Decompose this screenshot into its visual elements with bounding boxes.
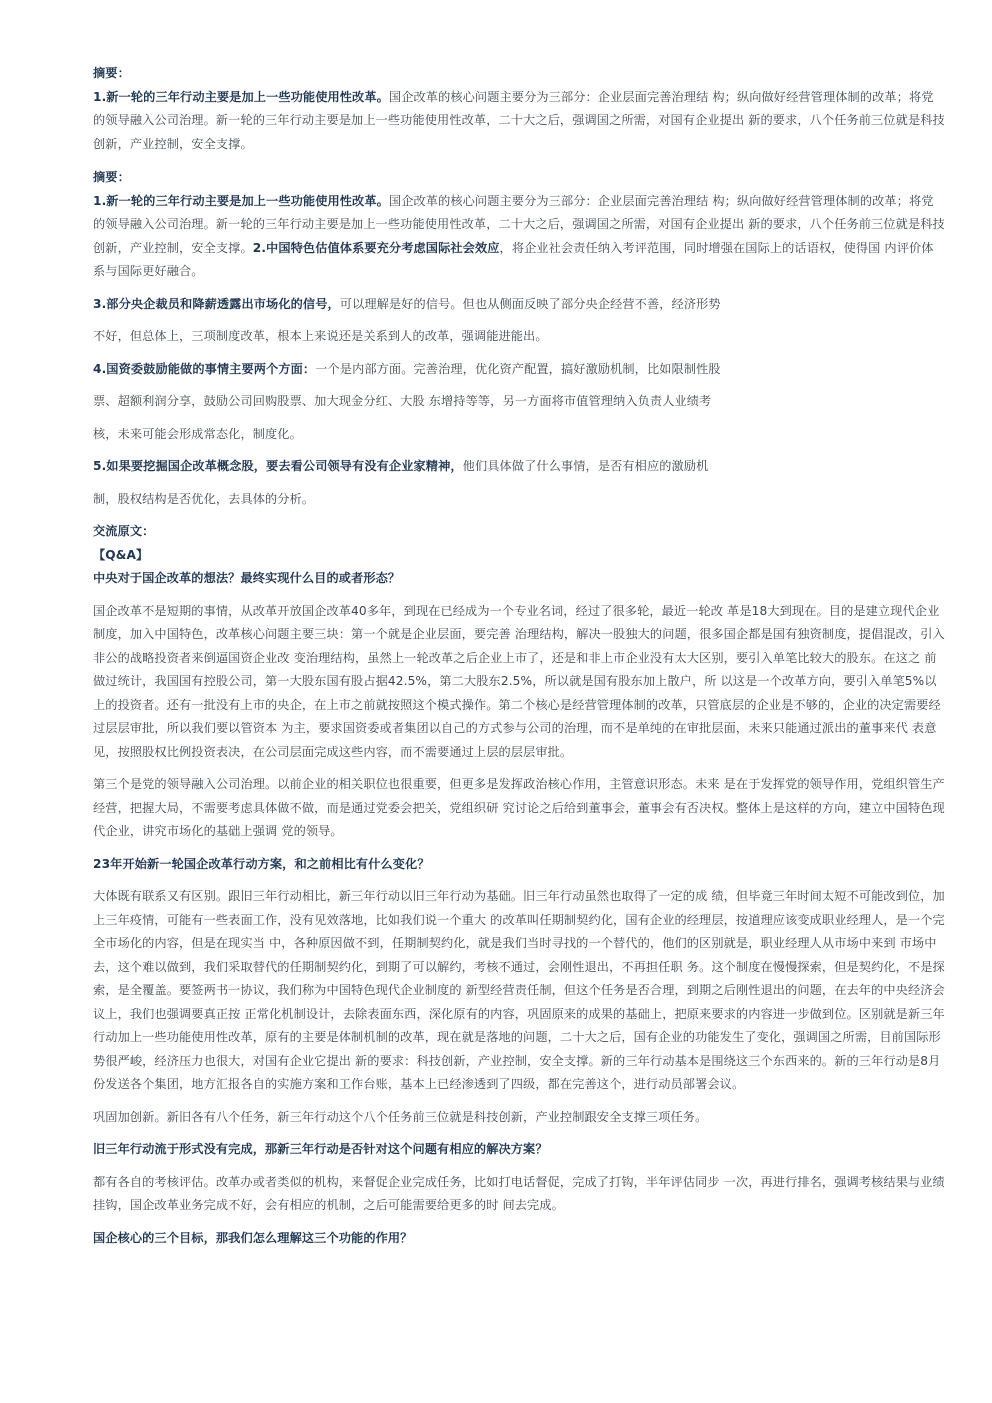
summary-point-4-cont: 票、超额利润分享，鼓励公司回购股票、加大现金分红、大股 东增持等等，另一方面将市值管理纳入负责人业绩考 [93, 394, 712, 408]
summary-point-4-cont: 核，未来可能会形成常态化，制度化。 [93, 426, 302, 441]
summary-section-1 [93, 62, 945, 156]
answer-paragraph: 大体既有联系又有区别。跟旧三年行动相比，新三年行动以旧三年行动为基础。旧三年行动虽然也取得了一定的成 绩，但毕竟三年时间太短不可能改到位，加上三年疫情，可能有一些表面工作，没有见效落地，比如我们说一个重大 的改革叫任期制契约化，国有企业的经理层，按道理应该变成职业经理人，是一个完全市场化的内容，但是在现实当 中，各种原因做不到，任期制契约化，就是我们当时寻找的一个替代的，他们的区别就是，职业经理人从市场中来到 市场中去，这个难以做到，我们采取替代的任期制契约化，到期了可以解约，考核不通过，会刚性退出，不再担任职 务。这个制度在慢慢探索，但是契约化，不是探索，是全覆盖。要签两书一协议，我们称为中国特色现代企业制度的 新型经营责任制，但这个任务是否合理，到期之后刚性退出的问题，在去年的中央经济会议上，我们也强调要真正按 正常化机制设计，去除表面东西，深化原有的内容，巩固原来的成果的基础上，把原来要求的内容进一步做到位。区别就是新三年行动加上一些功能使用性改革，原有的主要是体制机制的改革，现在就是落地的问题，二十大之后，国有企业的功能发生了变化，强调国之所需，目前国际形势很严峻，经济压力也很大，对国有企业它提出 新的要求：科技创新，产业控制，安全支撑。新的三年行动基本是围绕这三个东西来的。新的三年行动是8月份发送各个集团，地方汇报各自的实施方案和工作台账，基本上已经渗透到了四级，都在完善这个，进行动员部署会议。 [93, 889, 945, 1091]
summary-point-1 [93, 86, 945, 157]
point-text: ，将企业社会责任纳入考评范围，同时增强在国际上的话语权，使得国 内评价体系与国际更好融合。 [93, 240, 934, 278]
point-title: 3.部分央企裁员和降薪透露出市场化的信号， [93, 296, 340, 311]
summary-heading: 摘要： [93, 170, 130, 184]
question: 中央对于国企改革的想法？最终实现什么目的或者形态？ [93, 571, 401, 585]
point-text: 国企改革的核心问题主要分为三部分：企业层面完善治理结 构；纵向做好经营管理体制的改革；将党的领导融入公司治理。新一轮的三年行动主要是加上一些功能使用性改革，二十大之后，强调国之所需，对国有企业提出 新的要求，八个任务前三位就是科技创新，产业控制，安全支撑。 [93, 193, 945, 255]
answer-paragraph: 都有各自的考核评估。改革办或者类似的机构，来督促企业完成任务，比如打电话督促，完成了打钩，半年评估同步 一次，再进行排名，强调考核结果与业绩挂钩，国企改革业务完成不好，会有相应的机制，之后可能需要给更多的时 间去完成。 [93, 1174, 945, 1212]
point-title: 5.如果要挖掘国企改革概念股，要去看公司领导有没有企业家精神， [93, 459, 463, 473]
summary-point-3-cont: 不好，但总体上，三项制度改革，根本上来说还是关系到人的改革，强调能进能出。 [93, 329, 548, 343]
answer-paragraph: 第三个是党的领导融入公司治理。以前企业的相关职位也很重要，但更多是发挥政治核心作用，主管意识形态。未来 是在于发挥党的领导作用，党组织管生产经营，把握大局，不需要考虑具体做不做，而是通过党委会把关，党组织研 究讨论之后给到董事会，董事会有否决权。整体上是这样的方向，建立中国特色现代企业，讲究市场化的基础上强调 党的领导。 [93, 777, 945, 838]
summary-point-3: 3.部分央企裁员和降薪透露出市场化的信号，可以理解是好的信号。但也从侧面反映了部分央企经营不善，经济形势 [93, 296, 721, 311]
summary-point-5-cont: 制，股权结构是否优化，去具体的分析。 [93, 491, 315, 506]
point-title: 2.中国特色估值体系要充分考虑国际社会效应 [252, 240, 500, 255]
point-title: 1.新一轮的三年行动主要是加上一些功能使用性改革。 [93, 193, 389, 208]
transcript-section [93, 520, 945, 1250]
answer-paragraph: 国企改革不是短期的事情，从改革开放国企改革40多年，到现在已经成为一个专业名词，经过了很多轮，最近一轮改 革是18大到现在。目的是建立现代企业制度，加入中国特色，改革核心问题主要三块：第一个就是企业层面，要完善 治理结构，解决一股独大的问题，很多国企都是国有独资制度，提倡混改，引入非公的战略投资者来倒逼国资企业改 变治理结构，虽然上一轮改革之后企业上市了，还是和非上市企业没有太大区别，要引入单笔比较大的股东。在这之 前做过统计，我国国有控股公司，第一大股东国有股占据42.5%，第二大股东2.5%，所以就是国有股东加上散户，所 以这是一个改革方向，要引入单笔5%以上的投资者。还有一批没有上市的央企，在上市之前就按照这个模式操作。第二个核心是经营管理体制的改革，只管底层的企业是不够的，企业的决定需要经过层层审批，所以我们要以管资本 为主，要求国资委或者集团以自己的方式参与公司的治理，而不是单纯的在审批层面，未来只能通过派出的董事来代 表意见，按照股权比例投资表决，在公司层面完成这些内容，而不需要通过上层的层层审批。 [93, 603, 945, 759]
point-title: 4.国资委鼓励能做的事情主要两个方面： [93, 361, 316, 376]
question: 23年开始新一轮国企改革行动方案，和之前相比有什么变化？ [93, 856, 430, 871]
summary-heading: 摘要： [93, 66, 130, 80]
summary-point-5: 5.如果要挖掘国企改革概念股，要去看公司领导有没有企业家精神，他们具体做了什么事情，是否有相应的激励机 [93, 459, 709, 473]
summary-section-2 [93, 166, 945, 511]
summary-point-4: 4.国资委鼓励能做的事情主要两个方面：一个是内部方面。完善治理，优化资产配置，搞好激励机制，比如限制性股 [93, 361, 721, 376]
question: 国企核心的三个目标，那我们怎么理解这三个功能的作用？ [93, 1230, 413, 1245]
point-title: 1.新一轮的三年行动主要是加上一些功能使用性改革。 [93, 89, 389, 104]
qa-label: 【Q&A】 [93, 547, 149, 562]
transcript-heading: 交流原文： [93, 524, 155, 538]
point-text: 国企改革的核心问题主要分为三部分：企业层面完善治理结 构；纵向做好经营管理体制的改革；将党的领导融入公司治理。新一轮的三年行动主要是加上一些功能使用性改革，二十大之后，强调国之所需，对国有企业提出 新的要求，八个任务前三位就是科技创新，产业控制，安全支撑。 [93, 89, 945, 151]
document-page [93, 62, 945, 1250]
summary-points-1-2 [93, 190, 945, 284]
answer-paragraph: 巩固加创新。新旧各有八个任务，新三年行动这个八个任务前三位就是科技创新，产业控制跟安全支撑三项任务。 [93, 1109, 708, 1124]
question: 旧三年行动流于形式没有完成，那新三年行动是否针对这个问题有相应的解决方案？ [93, 1142, 548, 1156]
